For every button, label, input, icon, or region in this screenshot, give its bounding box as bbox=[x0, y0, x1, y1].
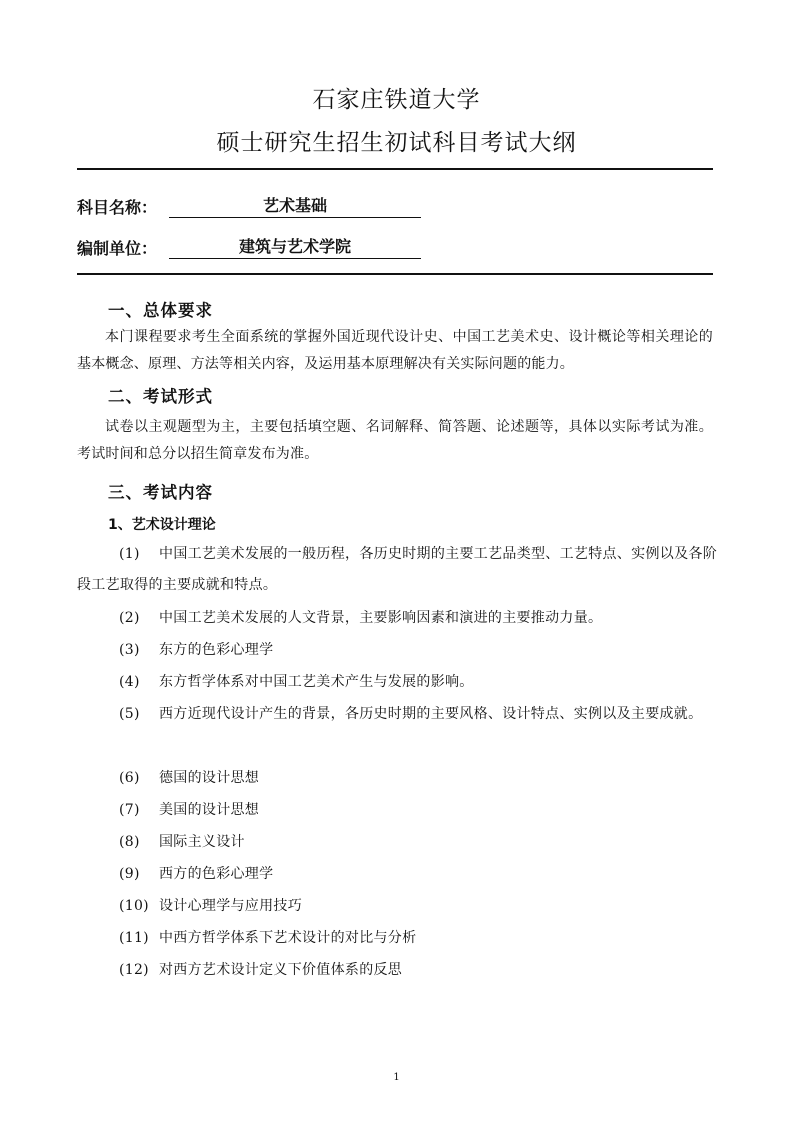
list-item-number: (7) bbox=[119, 802, 140, 818]
list-item-number: (5) bbox=[119, 706, 140, 722]
bottom-divider bbox=[77, 273, 713, 275]
subject-field bbox=[77, 193, 421, 218]
list-item-text: 西方的色彩心理学 bbox=[159, 866, 274, 882]
list-item bbox=[77, 955, 717, 986]
list-item-number: (9) bbox=[119, 866, 140, 882]
list-item bbox=[77, 891, 717, 922]
list-item-number: (3) bbox=[119, 642, 140, 658]
section-text-general: 本门课程要求考生全面系统的掌握外国近现代设计史、中国工艺美术史、设计概论等相关理论的基本概念、原理、方法等相关内容，及运用基本原理解决有关实际问题的能力。 bbox=[77, 329, 713, 372]
section-text-format: 试卷以主观题型为主，主要包括填空题、名词解释、简答题、论述题等，具体以实际考试为准。考试时间和总分以招生简章发布为准。 bbox=[77, 419, 713, 462]
list-item bbox=[77, 539, 717, 601]
section-heading-content: 三、考试内容 bbox=[108, 483, 213, 502]
unit-label: 编制单位： bbox=[77, 239, 158, 258]
list-item-number: (4) bbox=[119, 674, 140, 690]
subject-label: 科目名称： bbox=[77, 198, 158, 217]
list-item-number: (12) bbox=[119, 962, 149, 978]
list-item bbox=[77, 603, 717, 634]
top-divider bbox=[77, 168, 713, 170]
list-item-text: 西方近现代设计产生的背景，各历史时期的主要风格、设计特点、实例以及主要成就。 bbox=[159, 706, 703, 722]
list-item bbox=[77, 699, 717, 730]
list-item-number: (10) bbox=[119, 898, 149, 914]
university-title: 石家庄铁道大学 bbox=[312, 87, 481, 113]
list-item-number: (8) bbox=[119, 834, 140, 850]
list-item bbox=[77, 827, 717, 858]
unit-field bbox=[77, 234, 421, 259]
list-item-text: 国际主义设计 bbox=[159, 834, 245, 850]
subsection-heading-theory: 1、艺术设计理论 bbox=[108, 517, 216, 533]
list-item bbox=[77, 763, 717, 794]
subject-value: 艺术基础 bbox=[169, 193, 421, 218]
list-item-number: (2) bbox=[119, 610, 140, 626]
list-item-text: 对西方艺术设计定义下价值体系的反思 bbox=[159, 962, 403, 978]
list-item-text: 东方哲学体系对中国工艺美术产生与发展的影响。 bbox=[159, 674, 474, 690]
unit-value: 建筑与艺术学院 bbox=[169, 234, 421, 259]
list-item bbox=[77, 795, 717, 826]
list-item-number: (1) bbox=[119, 546, 140, 562]
section-heading-format: 二、考试形式 bbox=[108, 387, 213, 406]
list-item-text: 东方的色彩心理学 bbox=[159, 642, 274, 658]
list-item-text: 设计心理学与应用技巧 bbox=[159, 898, 302, 914]
list-item-text: 美国的设计思想 bbox=[159, 802, 260, 818]
list-item-text: 中西方哲学体系下艺术设计的对比与分析 bbox=[159, 930, 417, 946]
list-item bbox=[77, 859, 717, 890]
list-item bbox=[77, 923, 717, 954]
list-item-text: 德国的设计思想 bbox=[159, 770, 260, 786]
list-item-number: (6) bbox=[119, 770, 140, 786]
list-item bbox=[77, 667, 717, 698]
list-item-text: 中国工艺美术发展的人文背景，主要影响因素和演进的主要推动力量。 bbox=[159, 610, 603, 626]
list-item bbox=[77, 635, 717, 666]
page-number: 1 bbox=[393, 1072, 400, 1083]
list-item-text: 中国工艺美术发展的一般历程，各历史时期的主要工艺品类型、工艺特点、实例以及各阶段工艺取得的主要成就和特点。 bbox=[77, 546, 717, 593]
list-item-number: (11) bbox=[119, 930, 149, 946]
document-title: 硕士研究生招生初试科目考试大纲 bbox=[216, 130, 577, 156]
section-heading-general: 一、总体要求 bbox=[108, 301, 213, 320]
